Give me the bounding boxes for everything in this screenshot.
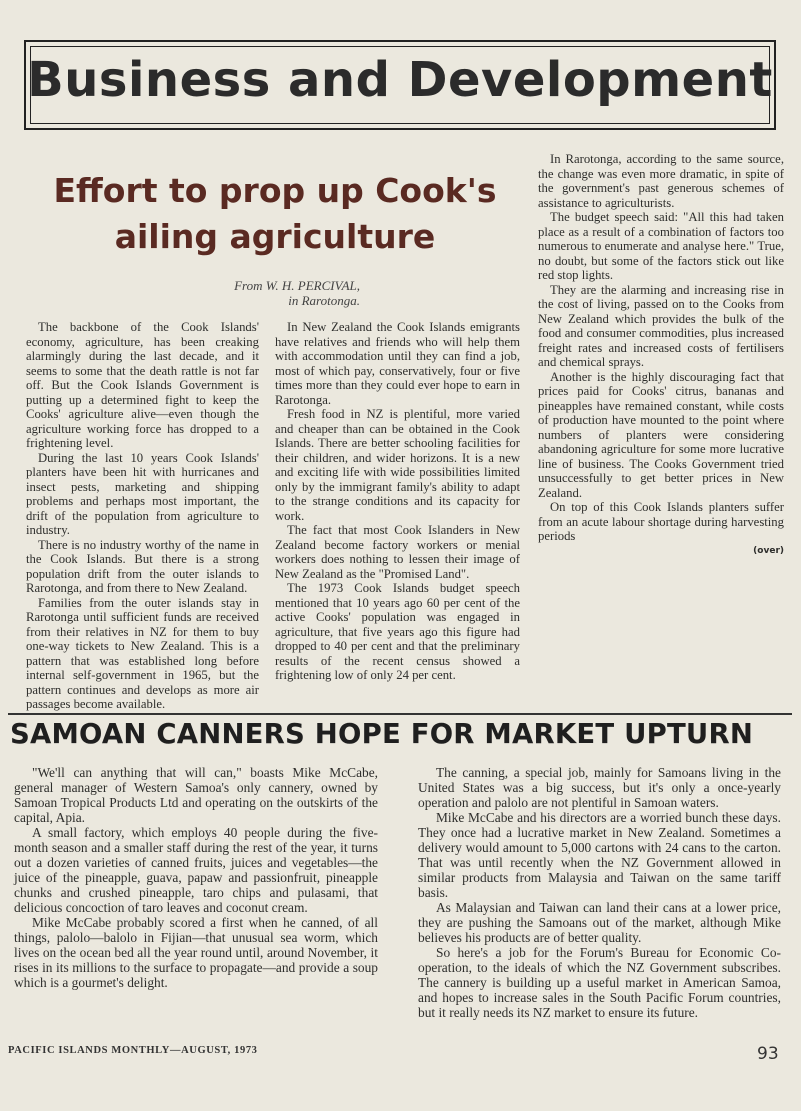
publication-footer: PACIFIC ISLANDS MONTHLY—AUGUST, 1973 (8, 1045, 258, 1056)
paragraph: The budget speech said: "All this had taken place as a result of a combination of factors too numerous to enumerate and analyse here." True, no doubt, but some of the factors stick out like red stop lights. (538, 210, 784, 282)
paragraph: The 1973 Cook Islands budget speech mentioned that 10 years ago 60 per cent of the active Cooks' population was engaged in agriculture, that five years ago this figure had dropped to 40 per cent and that the preliminary results of the recent census showed a frightening low of only 24 per cent. (275, 581, 520, 682)
paragraph: Mike McCabe probably scored a first when he canned, of all things, palolo—balolo in Fijian—that unusual sea worm, which lives on the ocean bed all the year round until, around November, it rises in its millions to the surface to propagate—and provide a soup which is a gourmet's delight. (14, 915, 378, 990)
paragraph: The canning, a special job, mainly for Samoans living in the United States was a big success, but it's only a once-yearly operation and palolo are not plentiful in Samoan waters. (418, 765, 781, 810)
paragraph: Fresh food in NZ is plentiful, more varied and cheaper than can be obtained in the Cook Islands. There are better schooling facilities for their children, and wider horizons. It is a new and exciting life with wide possibilities limited only by the immigrant family's ability to adapt to the strange conditions and its capacity for work. (275, 407, 520, 523)
article1-byline (160, 278, 360, 308)
section-title: Business and Development (27, 52, 773, 108)
paragraph: Mike McCabe and his directors are a worried bunch these days. They once had a lucrative market in New Zealand. Sometimes a delivery would amount to 5,000 cartons with 24 cans to the carton. That was until recently when the NZ Government allowed in similar products from Malaysia and Taiwan on the same tariff basis. (418, 810, 781, 900)
paragraph: A small factory, which employs 40 people during the five-month season and a smaller staff during the rest of the year, it turns out a dozen varieties of canned fruits, juices and vegetables—the juice of the pineapple, guava, papaw and passionfruit, pineapple chunks and crushed pineapple, taro chips and pulasami, that delicious concoction of taro leaves and coconut cream. (14, 825, 378, 915)
paragraph: In Rarotonga, according to the same source, the change was even more dramatic, in spite of the government's past generous schemes of assistance to agriculturists. (538, 152, 784, 210)
article1-headline: Effort to prop up Cook's ailing agriculture (53, 171, 497, 256)
paragraph: They are the alarming and increasing rise in the cost of living, passed on to the Cooks from New Zealand which provides the bulk of the food and consumer commodities, plus increased freight rates and increased costs of fertilisers and chemical sprays. (538, 282, 784, 369)
paragraph: There is no industry worthy of the name in the Cook Islands. But there is a strong population drift from the outer islands to Rarotonga, and from there to New Zealand. (26, 537, 259, 595)
paragraph: In New Zealand the Cook Islands emigrants have relatives and friends who will help them with accommodation until they can find a job, most of which pay, conservatively, four or five times more than they could ever hope to earn in Rarotonga. (275, 320, 520, 407)
paragraph: "We'll can anything that will can," boasts Mike McCabe, general manager of Western Samoa's only cannery, owned by Samoan Tropical Products Ltd and operating on the outskirts of the capital, Apia. (14, 765, 378, 825)
article1-column-2 (275, 320, 520, 683)
paragraph: As Malaysian and Taiwan can land their cans at a lower price, they are pushing the Samoans out of the market, although Mike believes his products are of better quality. (418, 900, 781, 945)
byline-place: in Rarotonga. (288, 293, 360, 308)
paragraph: The backbone of the Cook Islands' economy, agriculture, has been creaking alarmingly during the last decade, and it seems to some that the death rattle is not far off. But the Cook Islands Government is putting up a determined fight to keep the Cooks' agriculture alive—even though the agriculture working force has dropped to a frightening level. (26, 320, 259, 450)
section-banner (24, 40, 776, 130)
paragraph: On top of this Cook Islands planters suffer from an acute labour shortage during harvesting periods (538, 500, 784, 543)
paragraph: During the last 10 years Cook Islands' planters have been hit with hurricanes and insect pests, marketing and shipping problems and perhaps most important, the drift of the population from agriculture to industry. (26, 450, 259, 537)
article1-column-1 (26, 320, 259, 712)
paragraph: The fact that most Cook Islanders in New Zealand become factory workers or menial workers does nothing to lessen their image of New Zealand as the "Promised Land". (275, 523, 520, 581)
paragraph: So here's a job for the Forum's Bureau for Economic Co-operation, to the ideals of which the NZ Government subscribes. The cannery is building up a useful market in American Samoa, and hopes to increase sales in the South Pacific Forum countries, but it really needs its NZ market to ensure its future. (418, 945, 781, 1020)
paragraph: Another is the highly discouraging fact that prices paid for Cooks' citrus, bananas and pineapples have remained constant, while costs of production have mounted to the point where numbers of planters were considering abandoning agriculture for some more lucrative line of business. The Cooks Government tried unsuccessfully to get better prices in New Zealand. (538, 369, 784, 500)
continued-marker: (over) (753, 545, 784, 556)
article2-column-1 (14, 765, 378, 990)
article2-column-2 (418, 765, 781, 1020)
article1-column-3 (538, 152, 784, 557)
paragraph: Families from the outer islands stay in Rarotonga until sufficient funds are received from their relatives in NZ for them to buy one-way tickets to New Zealand. This is a pattern that was established long before internal self-government in 1965, but the pattern continues and develops as more air passages become available. (26, 595, 259, 711)
page-number: 93 (757, 1044, 779, 1064)
article-divider (8, 713, 792, 715)
byline-author: From W. H. PERCIVAL, (234, 278, 360, 293)
article2-headline: SAMOAN CANNERS HOPE FOR MARKET UPTURN (10, 718, 754, 750)
